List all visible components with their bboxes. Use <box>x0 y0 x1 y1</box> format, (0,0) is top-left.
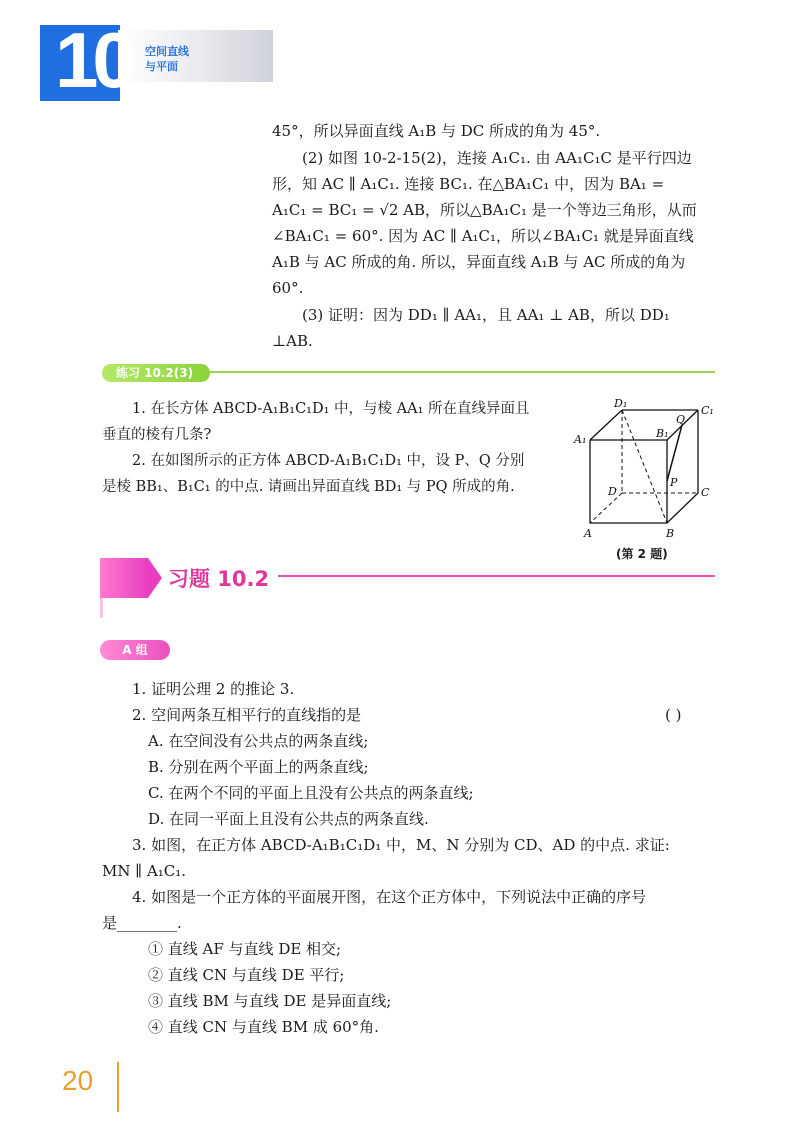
solution-line: ⊥AB. <box>272 332 313 350</box>
solution-line: A₁B 与 AC 所成的角. 所以，异面直线 A₁B 与 AC 所成的角为 <box>272 253 686 271</box>
label-a: A <box>584 527 592 540</box>
practice-banner: 练习 10.2(3) <box>102 364 210 382</box>
chapter-title-line2: 与平面 <box>145 60 178 73</box>
exercise-item: 2. 空间两条互相平行的直线指的是 <box>132 706 362 724</box>
exercise-option: B. 分别在两个平面上的两条直线; <box>148 758 369 776</box>
figure-caption: (第 2 题) <box>616 547 668 561</box>
cube-figure <box>570 395 720 545</box>
practice-q1-line2: 垂直的棱有几条? <box>102 427 212 443</box>
solution-line: 60°. <box>272 279 304 297</box>
exercise-option: C. 在两个不同的平面上且没有公共点的两条直线; <box>148 784 474 802</box>
label-d: D <box>608 485 617 498</box>
exercise-option: ① 直线 AF 与直线 DE 相交; <box>148 940 342 958</box>
page-number: 20 <box>62 1065 94 1096</box>
practice-q2-line1: 2. 在如图所示的正方体 ABCD-A₁B₁C₁D₁ 中，设 P、Q 分别 <box>132 453 525 469</box>
practice-q2-line2: 是棱 BB₁、B₁C₁ 的中点. 请画出异面直线 BD₁ 与 PQ 所成的角. <box>102 479 515 495</box>
label-a1: A₁ <box>574 433 587 446</box>
exercise-item: MN ∥ A₁C₁. <box>102 862 187 880</box>
exercise-divider <box>278 575 715 577</box>
label-c1: C₁ <box>701 404 714 417</box>
edge-bc <box>667 493 698 523</box>
exercise-option: D. 在同一平面上且没有公共点的两条直线. <box>148 810 429 828</box>
page-number-bar <box>117 1062 119 1112</box>
edge-a1d1 <box>590 410 622 440</box>
label-d1: D₁ <box>614 397 628 410</box>
edge-da <box>590 493 622 523</box>
solution-line: (3) 证明：因为 DD₁ ∥ AA₁，且 AA₁ ⊥ AB，所以 DD₁ <box>302 306 670 324</box>
chapter-number: 10 <box>55 16 130 104</box>
exercise-option: ④ 直线 CN 与直线 BM 成 60°角. <box>148 1018 379 1036</box>
exercise-title: 习题 10.2 <box>168 567 270 591</box>
exercise-option: A. 在空间没有公共点的两条直线; <box>148 732 369 750</box>
practice-q1-line1: 1. 在长方体 ABCD-A₁B₁C₁D₁ 中，与棱 AA₁ 所在直线异面且 <box>132 401 530 417</box>
label-p: P <box>670 476 678 489</box>
solution-line: ∠BA₁C₁ = 60°. 因为 AC ∥ A₁C₁，所以∠BA₁C₁ 就是异面直线 <box>272 227 694 245</box>
exercise-item: 1. 证明公理 2 的推论 3. <box>132 680 295 698</box>
exercise-item: 3. 如图，在正方体 ABCD-A₁B₁C₁D₁ 中，M、N 分别为 CD、AD 的中点. 求证: <box>132 836 670 854</box>
exercise-option: ② 直线 CN 与直线 DE 平行; <box>148 966 345 984</box>
solution-line: (2) 如图 10-2-15(2)，连接 A₁C₁. 由 AA₁C₁C 是平行四边 <box>302 149 692 167</box>
front-face <box>590 440 667 523</box>
solution-line: A₁C₁ = BC₁ = √2 AB，所以△BA₁C₁ 是一个等边三角形，从而 <box>272 201 697 219</box>
chapter-title-band <box>118 30 273 82</box>
group-badge: A 组 <box>100 640 170 660</box>
exercise-option: ③ 直线 BM 与直线 DE 是异面直线; <box>148 992 392 1010</box>
label-b: B <box>666 527 675 540</box>
label-b1: B₁ <box>656 427 669 440</box>
exercise-item: 4. 如图是一个正方体的平面展开图，在这个正方体中，下列说法中正确的序号 <box>132 888 647 906</box>
answer-bracket: ( ) <box>665 706 682 724</box>
label-q: Q <box>676 413 686 426</box>
chapter-title-line1: 空间直线 <box>145 45 189 58</box>
exercise-marker-arrow <box>148 558 162 598</box>
solution-line: 45°，所以异面直线 A₁B 与 DC 所成的角为 45°. <box>272 122 601 140</box>
exercise-marker-shadow <box>100 598 103 618</box>
exercise-marker <box>100 558 148 598</box>
label-c: C <box>701 486 710 499</box>
exercise-item: 是________. <box>102 914 182 932</box>
solution-line: 形，知 AC ∥ A₁C₁. 连接 BC₁. 在△BA₁C₁ 中，因为 BA₁ = <box>272 175 665 193</box>
practice-divider <box>210 371 715 373</box>
